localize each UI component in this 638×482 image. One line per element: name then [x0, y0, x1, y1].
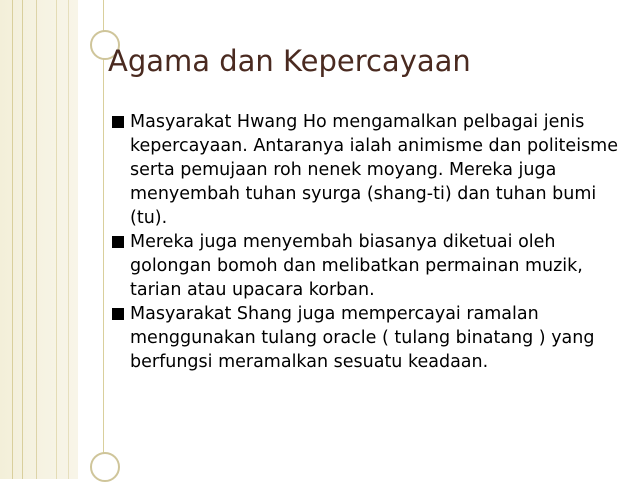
bullet-item: [111, 230, 621, 302]
bullet-item: [111, 302, 621, 374]
slide-title: Agama dan Kepercayaan: [108, 44, 471, 78]
bullet-text: Mereka juga menyembah biasanya diketuai oleh golongan bomoh dan melibatkan permainan muzik, tarian atau upacara korban.: [130, 232, 583, 300]
decorative-stripe: [22, 0, 23, 479]
decorative-stripe: [36, 0, 37, 479]
decorative-side-band: [0, 0, 78, 479]
bullet-text: Masyarakat Hwang Ho mengamalkan pelbagai jenis kepercayaan. Antaranya ialah animisme dan politeisme serta pemujaan roh nenek moyang. Mereka juga menyembah tuhan syurga (shang-ti) dan tuhan bumi (tu).: [130, 112, 618, 228]
decorative-ring-bottom: [90, 452, 120, 482]
decorative-stripe: [12, 0, 13, 479]
bullet-item: [111, 110, 621, 230]
square-bullet-icon: [112, 236, 124, 248]
decorative-divider-line: [103, 0, 104, 479]
square-bullet-icon: [112, 116, 124, 128]
square-bullet-icon: [112, 308, 124, 320]
decorative-stripe: [56, 0, 57, 479]
decorative-stripe: [68, 0, 69, 479]
bullet-list: [111, 110, 621, 374]
bullet-text: Masyarakat Shang juga mempercayai ramalan menggunakan tulang oracle ( tulang binatang ) yang berfungsi meramalkan sesuatu keadaan.: [130, 304, 595, 372]
